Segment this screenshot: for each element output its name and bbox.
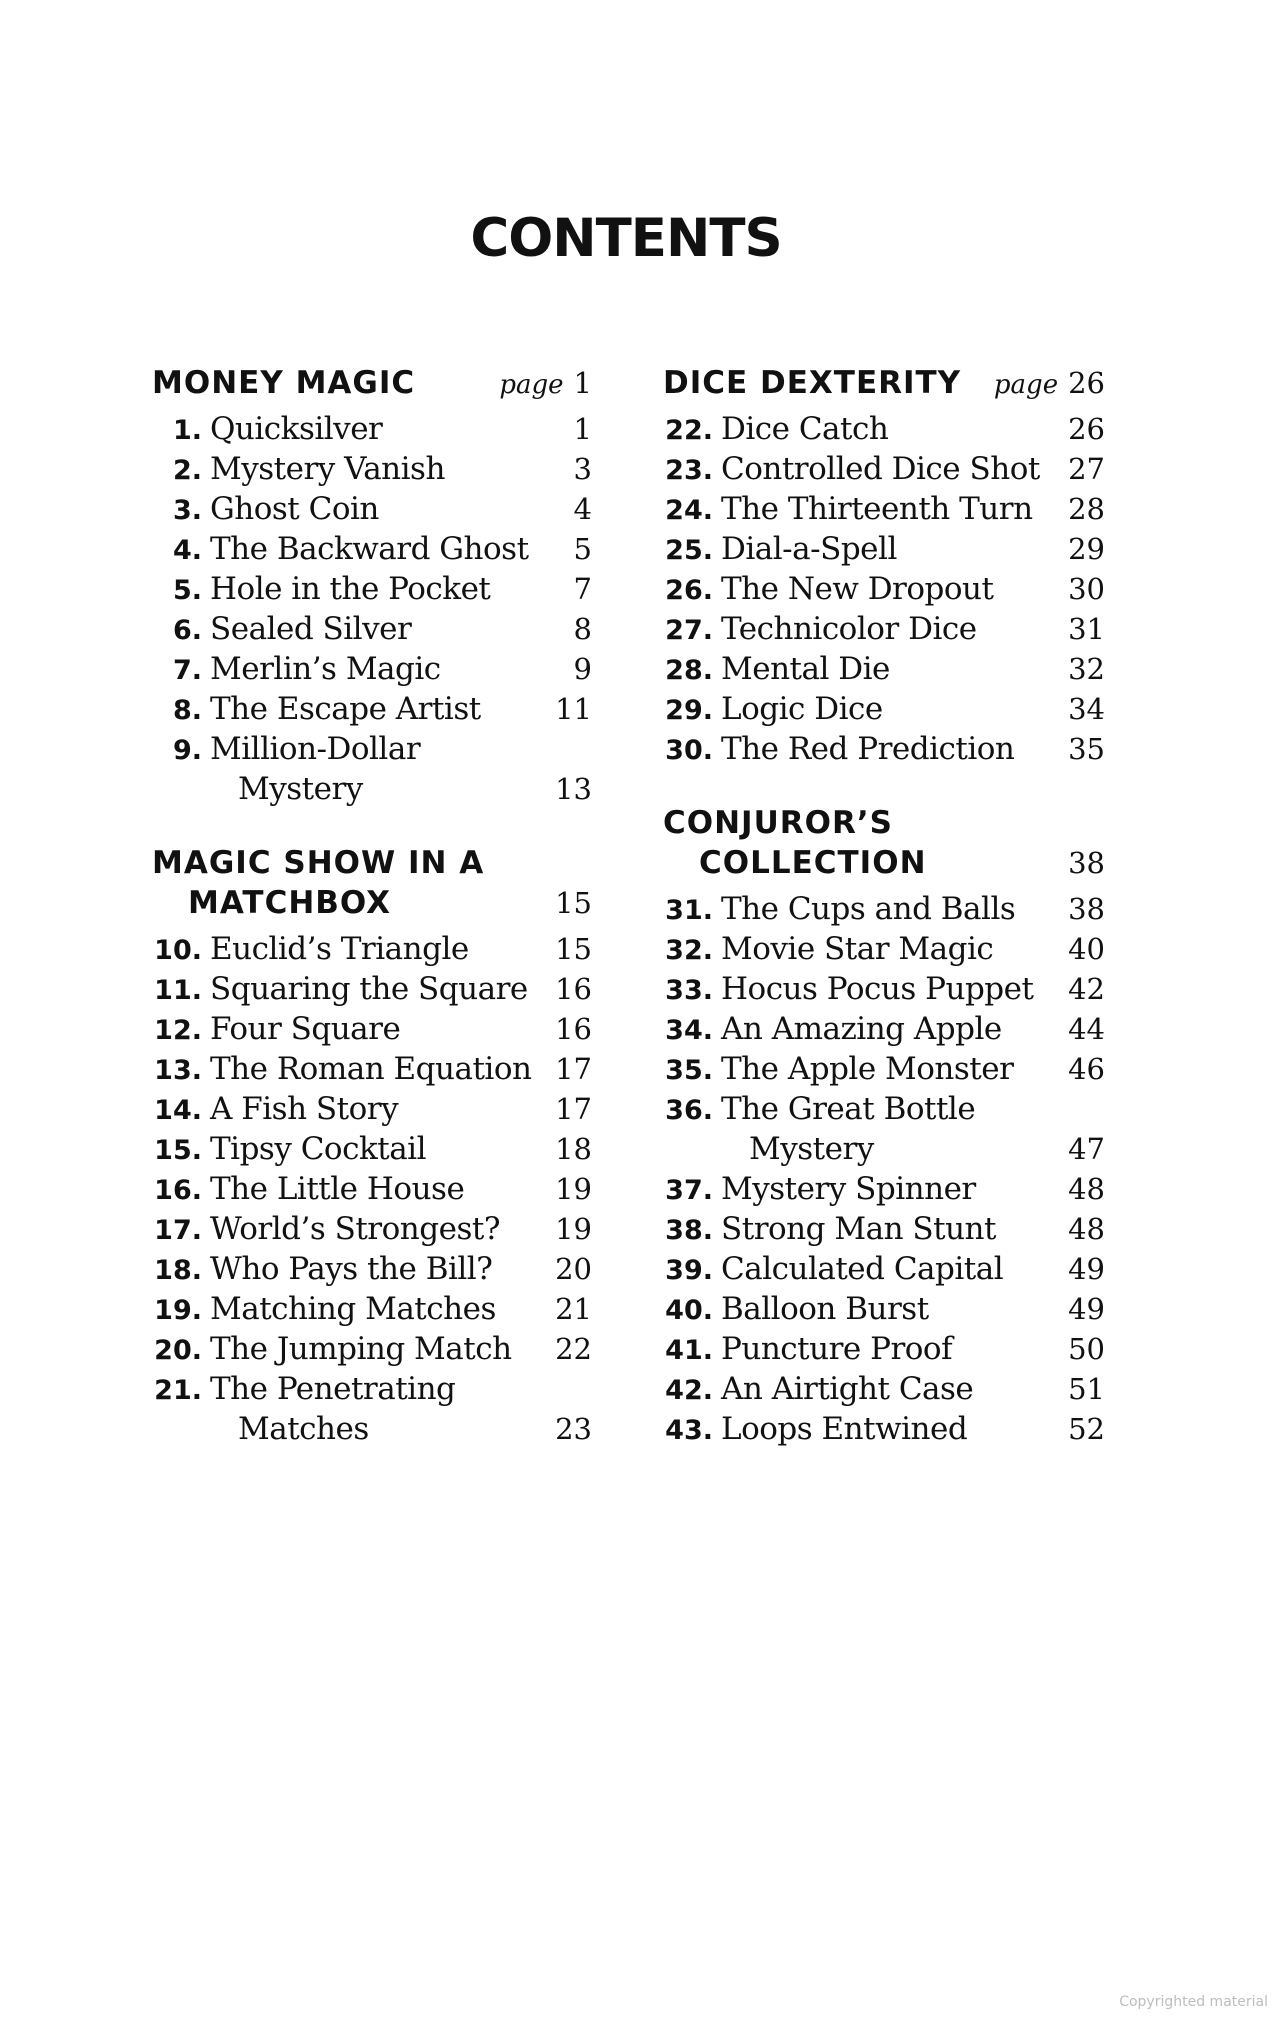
toc-entry: [152, 691, 592, 731]
section-page-value: 1: [573, 366, 592, 400]
entry-title: The Escape Artist: [210, 691, 481, 727]
toc-entry: [663, 691, 1105, 731]
entry-title: Ghost Coin: [210, 491, 379, 527]
entry-page: 28: [1068, 492, 1105, 526]
entry-page: 16: [555, 1012, 592, 1046]
entry-title: Movie Star Magic: [721, 931, 994, 967]
entry-page: 5: [573, 532, 592, 566]
toc-entry: [663, 971, 1105, 1011]
entry-page: 30: [1068, 572, 1105, 606]
toc-entry: [152, 611, 592, 651]
toc-entry: [663, 1211, 1105, 1251]
section-page-number: [555, 886, 592, 920]
section-heading-row: [152, 845, 592, 885]
entry-title-continued: Mystery: [749, 1131, 874, 1167]
toc-entry: [152, 571, 592, 611]
toc-entry: [152, 651, 592, 691]
toc-entry: [663, 1091, 1105, 1131]
entry-page: 29: [1068, 532, 1105, 566]
entry-page: 13: [555, 772, 592, 806]
toc-entry: [152, 1011, 592, 1051]
entry-title: Puncture Proof: [721, 1331, 953, 1367]
toc-column-left: [152, 365, 592, 1451]
entry-title-continued: Matches: [238, 1411, 369, 1447]
entry-title: The New Dropout: [721, 571, 994, 607]
entry-title: Loops Entwined: [721, 1411, 968, 1447]
toc-entry: [152, 491, 592, 531]
entry-title: Controlled Dice Shot: [721, 451, 1040, 487]
entry-title: Quicksilver: [210, 411, 383, 447]
page-title: CONTENTS: [470, 208, 782, 269]
section-heading-row: [663, 845, 1105, 885]
entry-number: 3.: [172, 495, 202, 526]
toc-entry: [152, 1371, 592, 1411]
entry-title: Who Pays the Bill?: [210, 1251, 493, 1287]
entry-number: 16.: [154, 1175, 202, 1206]
section-heading: [152, 845, 592, 925]
entry-page: 50: [1068, 1332, 1105, 1366]
section-heading-text: MAGIC SHOW IN A: [152, 845, 485, 881]
section-gap: [152, 811, 592, 845]
entry-title: Sealed Silver: [210, 611, 412, 647]
entry-number: 41.: [665, 1335, 713, 1366]
entry-title: The Great Bottle: [721, 1091, 976, 1127]
entry-number: 35.: [665, 1055, 713, 1086]
toc-entry: [152, 531, 592, 571]
entry-title: Tipsy Cocktail: [210, 1131, 427, 1167]
entry-title: Mystery Spinner: [721, 1171, 976, 1207]
toc-entry: [152, 931, 592, 971]
toc-entry: [152, 1291, 592, 1331]
toc-entry: [663, 611, 1105, 651]
toc-entry: [152, 411, 592, 451]
entry-page: 46: [1068, 1052, 1105, 1086]
entry-page: 44: [1068, 1012, 1105, 1046]
entry-title: Mystery Vanish: [210, 451, 445, 487]
entry-page: 21: [555, 1292, 592, 1326]
section-heading-text: DICE DEXTERITY: [663, 365, 962, 401]
entry-number: 4.: [172, 535, 202, 566]
entry-title: World’s Strongest?: [210, 1211, 500, 1247]
entry-page: 16: [555, 972, 592, 1006]
entry-number: 10.: [154, 935, 202, 966]
toc-entry: [663, 491, 1105, 531]
entry-number: 43.: [665, 1415, 713, 1446]
entry-page: 31: [1068, 612, 1105, 646]
entry-page: 7: [573, 572, 592, 606]
toc-entry: [663, 1251, 1105, 1291]
entry-title: The Penetrating: [210, 1371, 456, 1407]
toc-entry: [152, 1211, 592, 1251]
entry-number: 1.: [172, 415, 202, 446]
entry-title: Hocus Pocus Puppet: [721, 971, 1034, 1007]
section-heading: [663, 365, 1105, 405]
entry-page: 27: [1068, 452, 1105, 486]
entry-number: 6.: [172, 615, 202, 646]
toc-entry: [663, 571, 1105, 611]
entry-title: Four Square: [210, 1011, 401, 1047]
toc-column-right: [663, 365, 1105, 1451]
entry-number: 42.: [665, 1375, 713, 1406]
entry-page: 48: [1068, 1172, 1105, 1206]
page-word-label: page: [993, 370, 1059, 400]
entry-page: 19: [555, 1172, 592, 1206]
toc-entry: [663, 731, 1105, 771]
toc-entry: [152, 1171, 592, 1211]
entry-page: 49: [1068, 1292, 1105, 1326]
entry-title: Balloon Burst: [721, 1291, 929, 1327]
entry-title: Dice Catch: [721, 411, 889, 447]
entry-title: Hole in the Pocket: [210, 571, 491, 607]
entry-number: 33.: [665, 975, 713, 1006]
entry-number: 11.: [154, 975, 202, 1006]
entry-page: 22: [555, 1332, 592, 1366]
entry-number: 2.: [172, 455, 202, 486]
entry-number: 24.: [665, 495, 713, 526]
entry-number: 5.: [172, 575, 202, 606]
entry-page: 19: [555, 1212, 592, 1246]
entry-page: 49: [1068, 1252, 1105, 1286]
toc-entry: [152, 1051, 592, 1091]
toc-entry: [663, 531, 1105, 571]
entry-title: A Fish Story: [210, 1091, 399, 1127]
entry-number: 18.: [154, 1255, 202, 1286]
section-page-value: 26: [1068, 366, 1105, 400]
entry-number: 37.: [665, 1175, 713, 1206]
entry-title: Mental Die: [721, 651, 890, 687]
entry-number: 27.: [665, 615, 713, 646]
entry-title: An Airtight Case: [721, 1371, 974, 1407]
entry-page: 34: [1068, 692, 1105, 726]
entry-title: The Roman Equation: [210, 1051, 532, 1087]
toc-entry: [663, 1371, 1105, 1411]
entry-number: 29.: [665, 695, 713, 726]
entry-page: 17: [555, 1052, 592, 1086]
toc-entry: [152, 731, 592, 771]
entry-number: 31.: [665, 895, 713, 926]
toc-entry: [663, 1291, 1105, 1331]
entry-number: 23.: [665, 455, 713, 486]
section-gap: [663, 771, 1105, 805]
entry-title: The Red Prediction: [721, 731, 1015, 767]
toc-entry: [663, 651, 1105, 691]
entry-number: 21.: [154, 1375, 202, 1406]
entry-number: 36.: [665, 1095, 713, 1126]
entry-number: 9.: [172, 735, 202, 766]
entry-number: 32.: [665, 935, 713, 966]
entry-number: 22.: [665, 415, 713, 446]
entry-title: The Thirteenth Turn: [721, 491, 1033, 527]
entry-number: 8.: [172, 695, 202, 726]
entry-page: 23: [555, 1412, 592, 1446]
entry-title: Euclid’s Triangle: [210, 931, 469, 967]
toc-entry: [663, 1171, 1105, 1211]
section-page-value: 38: [1068, 846, 1105, 880]
entry-page: 51: [1068, 1372, 1105, 1406]
toc-entry: [152, 971, 592, 1011]
entry-number: 20.: [154, 1335, 202, 1366]
entry-page: 9: [573, 652, 592, 686]
entry-number: 38.: [665, 1215, 713, 1246]
entry-page: 1: [573, 412, 592, 446]
entry-title: An Amazing Apple: [721, 1011, 1002, 1047]
entry-page: 32: [1068, 652, 1105, 686]
toc-entry-continued: [152, 771, 592, 811]
toc-entry: [663, 931, 1105, 971]
entry-page: 35: [1068, 732, 1105, 766]
entry-page: 52: [1068, 1412, 1105, 1446]
page-word-label: page: [499, 370, 564, 400]
toc-entry: [152, 1131, 592, 1171]
entry-page: 40: [1068, 932, 1105, 966]
entry-number: 34.: [665, 1015, 713, 1046]
toc-entry: [663, 1331, 1105, 1371]
entry-page: 15: [555, 932, 592, 966]
entry-number: 14.: [154, 1095, 202, 1126]
toc-entry: [663, 411, 1105, 451]
entry-title: The Backward Ghost: [210, 531, 529, 567]
entry-title: The Little House: [210, 1171, 465, 1207]
copyright-watermark: Copyrighted material: [1119, 1994, 1268, 2010]
section-heading-text: MATCHBOX: [188, 885, 392, 921]
toc-entry: [663, 451, 1105, 491]
toc-entry-continued: [663, 1131, 1105, 1171]
entry-title: Squaring the Square: [210, 971, 528, 1007]
entry-number: 12.: [154, 1015, 202, 1046]
entry-title: Merlin’s Magic: [210, 651, 441, 687]
entry-title: The Cups and Balls: [721, 891, 1016, 927]
toc-entry: [152, 1331, 592, 1371]
toc-entry: [663, 1051, 1105, 1091]
entry-title: Matching Matches: [210, 1291, 496, 1327]
entry-number: 28.: [665, 655, 713, 686]
entry-number: 39.: [665, 1255, 713, 1286]
entry-title: Calculated Capital: [721, 1251, 1004, 1287]
entry-page: 26: [1068, 412, 1105, 446]
entry-page: 47: [1068, 1132, 1105, 1166]
entry-number: 19.: [154, 1295, 202, 1326]
entry-title: Dial-a-Spell: [721, 531, 897, 567]
entry-title: The Apple Monster: [721, 1051, 1014, 1087]
entry-number: 15.: [154, 1135, 202, 1166]
section-page-value: 15: [555, 886, 592, 920]
toc-entry: [152, 1251, 592, 1291]
entry-page: 20: [555, 1252, 592, 1286]
entry-title: Technicolor Dice: [721, 611, 977, 647]
entry-title-continued: Mystery: [238, 771, 363, 807]
section-heading-row: [152, 365, 592, 405]
section-heading-text: MONEY MAGIC: [152, 365, 416, 401]
section-heading-text: COLLECTION: [699, 845, 927, 881]
section-page-number: [499, 366, 592, 400]
entry-page: 38: [1068, 892, 1105, 926]
entry-title: Strong Man Stunt: [721, 1211, 996, 1247]
entry-title: Logic Dice: [721, 691, 883, 727]
entry-page: 4: [573, 492, 592, 526]
entry-number: 40.: [665, 1295, 713, 1326]
section-heading-row: [663, 365, 1105, 405]
toc-entry: [152, 1091, 592, 1131]
entry-title: Million-Dollar: [210, 731, 421, 767]
section-heading-row: [663, 805, 1105, 845]
entry-number: 17.: [154, 1215, 202, 1246]
toc-entry: [663, 891, 1105, 931]
section-heading-row: [152, 885, 592, 925]
entry-number: 7.: [172, 655, 202, 686]
entry-page: 11: [555, 692, 592, 726]
entry-page: 42: [1068, 972, 1105, 1006]
section-heading-text: CONJUROR’S: [663, 805, 893, 841]
entry-number: 25.: [665, 535, 713, 566]
section-page-number: [994, 366, 1105, 400]
entry-page: 3: [573, 452, 592, 486]
toc-entry: [152, 451, 592, 491]
entry-number: 13.: [154, 1055, 202, 1086]
section-heading: [152, 365, 592, 405]
entry-page: 17: [555, 1092, 592, 1126]
entry-title: The Jumping Match: [210, 1331, 512, 1367]
toc-entry-continued: [152, 1411, 592, 1451]
entry-number: 30.: [665, 735, 713, 766]
entry-page: 8: [573, 612, 592, 646]
section-page-number: [1068, 846, 1105, 880]
toc-entry: [663, 1011, 1105, 1051]
entry-number: 26.: [665, 575, 713, 606]
section-heading: [663, 805, 1105, 885]
entry-page: 18: [555, 1132, 592, 1166]
entry-page: 48: [1068, 1212, 1105, 1246]
toc-entry: [663, 1411, 1105, 1451]
